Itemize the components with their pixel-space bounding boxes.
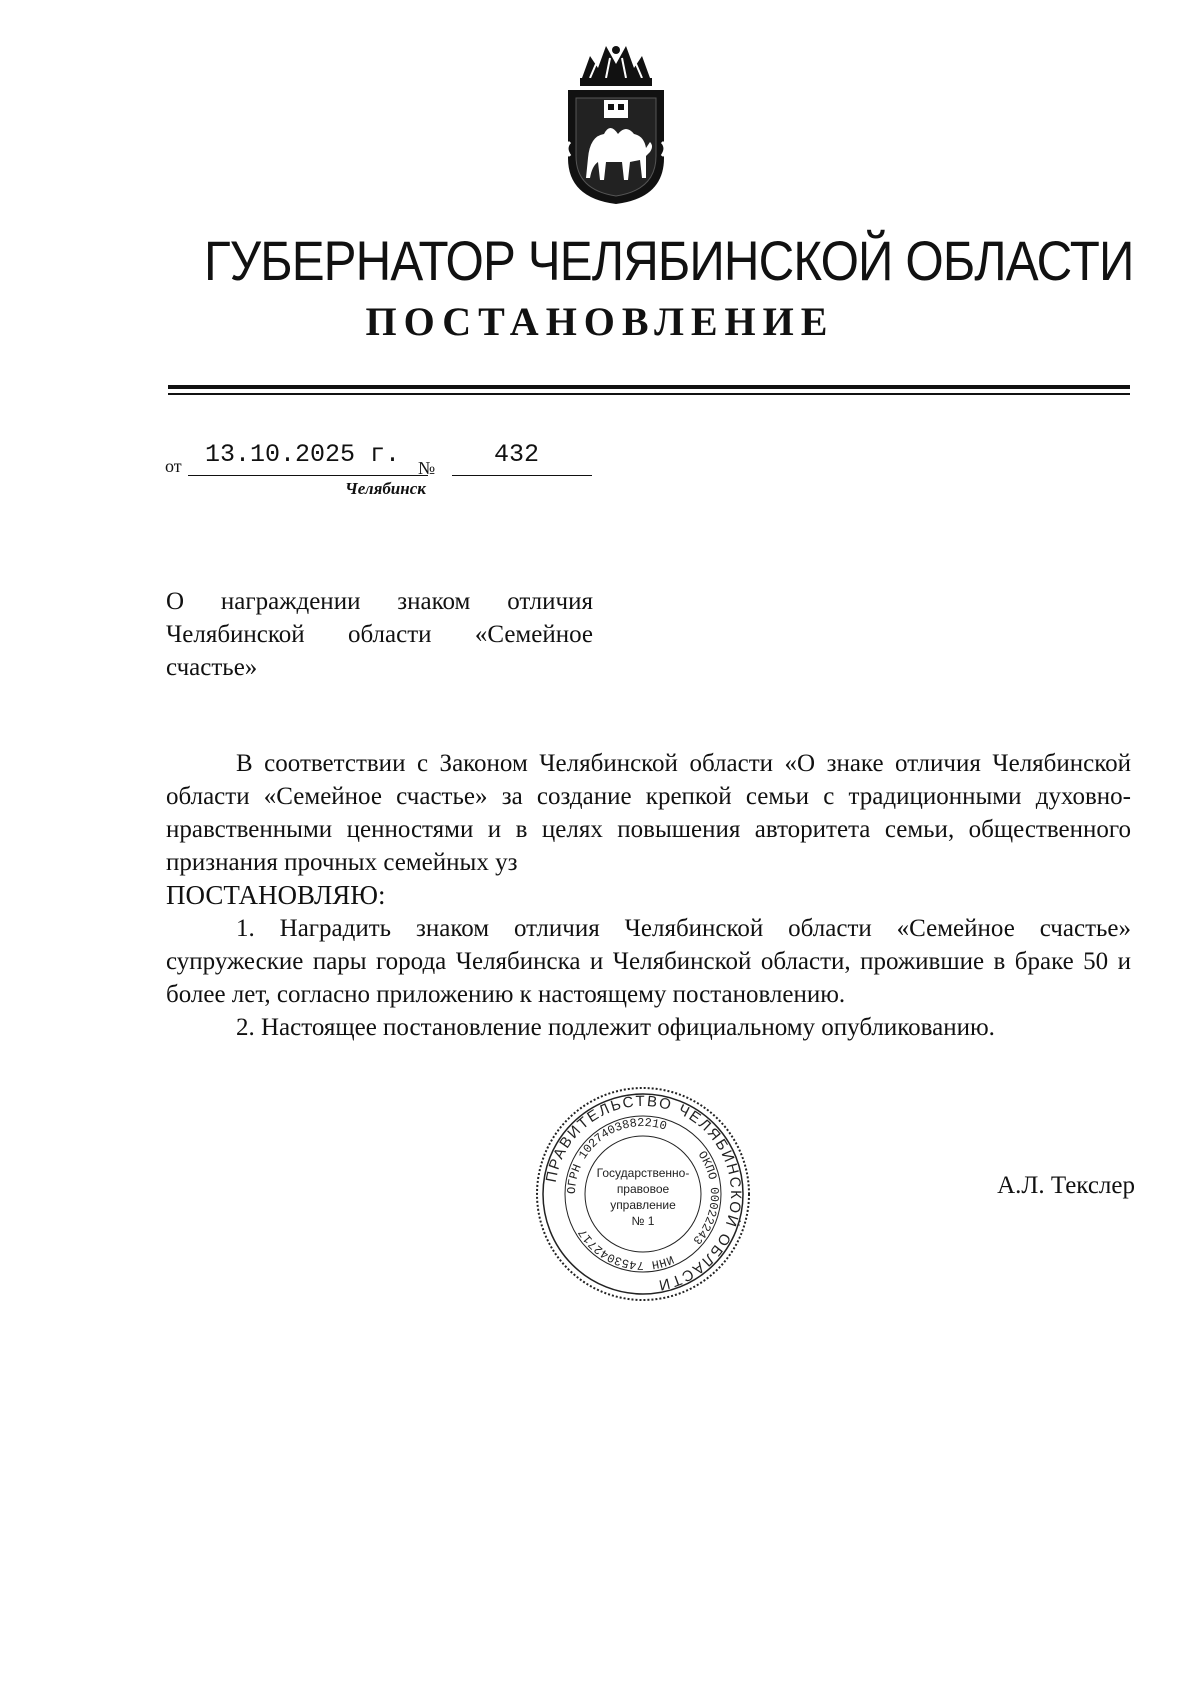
signatory-name: А.Л. Текслер: [997, 1172, 1135, 1199]
seal-center-line-2: правовое: [616, 1182, 670, 1196]
svg-text:ОКПО 00022243: [690, 1149, 721, 1247]
header-divider-thick: [168, 385, 1130, 389]
subject-text: О награждении знаком отличия Челябинской области «Семейное счастье»: [166, 588, 593, 681]
decree-item-2: 2. Настоящее постановление подлежит официальному опубликованию.: [236, 1014, 995, 1041]
issue-city: Челябинск: [345, 479, 426, 498]
coat-of-arms-icon: [560, 38, 672, 206]
preamble-paragraph: В соответствии с Законом Челябинской области «О знаке отличия Челябинской области «Семейное счастье» за создание крепкой семьи с традиционными духовно-нравственными ценностями и в целях повышения авторитета семьи, общественного признания прочных семейных уз: [166, 750, 1131, 876]
document-body: [166, 747, 1131, 1044]
official-seal-stamp: [532, 1083, 754, 1305]
seal-center-line-3: управление: [610, 1198, 676, 1212]
number-underline: [452, 475, 592, 476]
decree-word: ПОСТАНОВЛЯЮ:: [166, 880, 386, 910]
document-number: 432: [494, 440, 540, 469]
document-type: ПОСТАНОВЛЕНИЕ: [365, 299, 835, 344]
seal-inn: ИНН 7453042717: [575, 1225, 676, 1273]
seal-okpo: ОКПО 00022243: [689, 1148, 722, 1247]
date-prefix-label: от: [165, 456, 182, 476]
decree-item-1: 1. Наградить знаком отличия Челябинской области «Семейное счастье» супружеские пары города Челябинска и Челябинской области, прожившие в браке 50 и более лет, согласно приложению к настоящему постановлению.: [166, 915, 1131, 1008]
date-underline: [188, 475, 428, 476]
number-sign-label: №: [418, 458, 436, 478]
seal-center-line-4: № 1: [631, 1214, 655, 1228]
seal-ogrn: ОГРН 1027403882210: [564, 1115, 669, 1195]
header-divider-thin: [168, 393, 1130, 395]
seal-outer-text: ПРАВИТЕЛЬСТВО ЧЕЛЯБИНСКОЙ ОБЛАСТИ: [542, 1092, 745, 1294]
document-date: 13.10.2025 г.: [205, 440, 401, 469]
document-subject: [166, 585, 593, 684]
seal-center-line-1: Государственно-: [596, 1166, 690, 1180]
issuing-authority: ГУБЕРНАТОР ЧЕЛЯБИНСКОЙ ОБЛАСТИ: [204, 229, 1134, 292]
